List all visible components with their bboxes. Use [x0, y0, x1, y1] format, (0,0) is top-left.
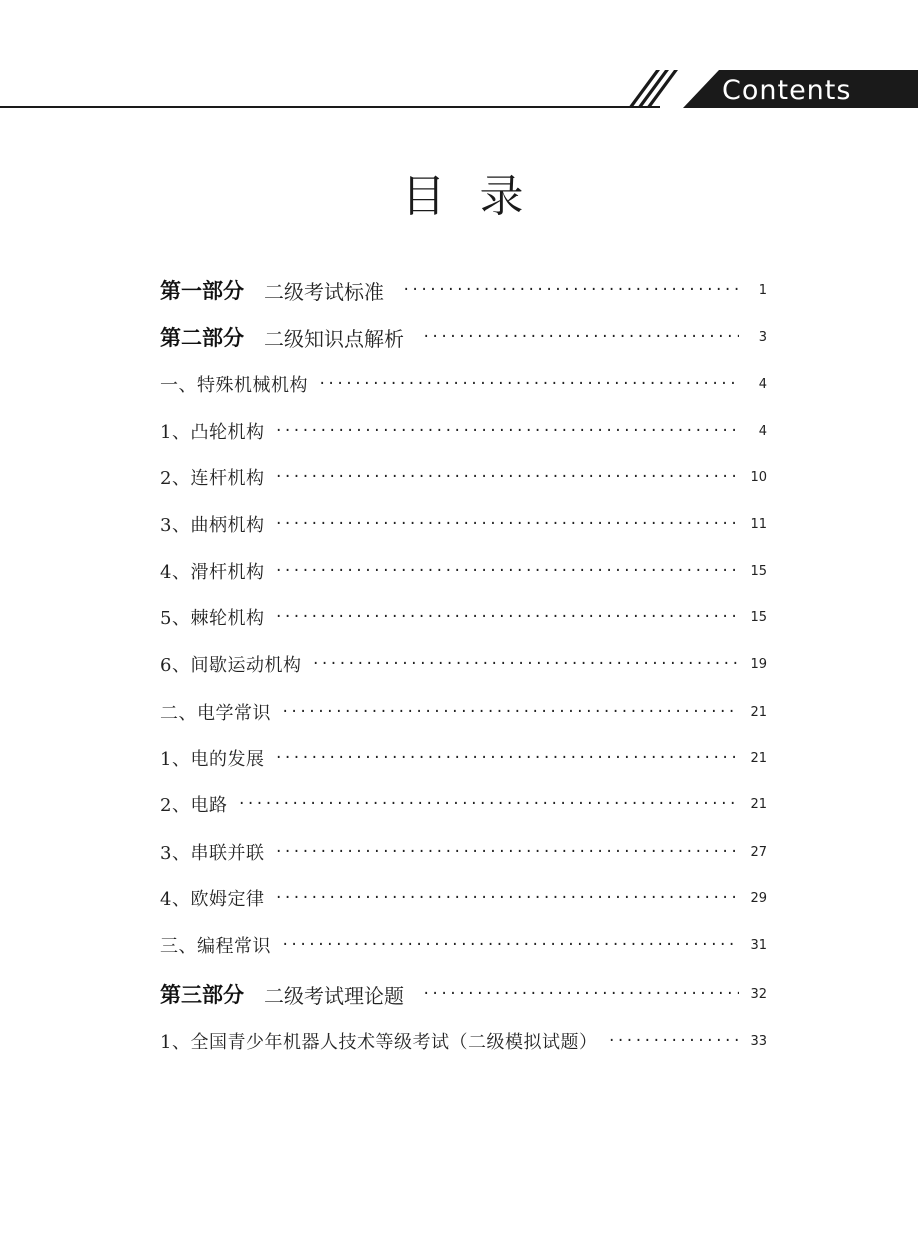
dot-leader	[274, 563, 739, 579]
toc-part-1[interactable]	[160, 275, 767, 305]
page-number: 19	[750, 656, 767, 672]
part-label: 第三部分	[160, 983, 244, 1007]
toc-item[interactable]	[160, 602, 767, 632]
page-number: 31	[750, 937, 767, 953]
toc-item[interactable]	[160, 837, 767, 867]
toc-item[interactable]	[160, 883, 767, 913]
page-number: 27	[750, 844, 767, 860]
dot-leader	[402, 282, 739, 298]
item-label: 2、连杆机构	[160, 468, 265, 489]
page-number: 4	[758, 376, 767, 392]
page-number: 21	[750, 704, 767, 720]
item-label: 1、全国青少年机器人技术等级考试（二级模拟试题）	[160, 1032, 598, 1053]
part-label: 第一部分	[160, 279, 244, 303]
page-number: 15	[750, 563, 767, 579]
item-label: 3、曲柄机构	[160, 515, 265, 536]
page-number: 15	[750, 609, 767, 625]
toc-item[interactable]	[160, 462, 767, 492]
item-label: 二、电学常识	[160, 703, 271, 724]
part-label: 第二部分	[160, 326, 244, 350]
page-number: 11	[750, 516, 767, 532]
toc-item[interactable]	[160, 697, 767, 727]
dot-leader	[237, 796, 739, 812]
toc-item[interactable]	[160, 930, 767, 960]
dot-leader	[274, 516, 739, 532]
toc-item[interactable]	[160, 416, 767, 446]
item-label: 一、特殊机械机构	[160, 375, 308, 396]
dot-leader	[274, 890, 739, 906]
toc-item[interactable]	[160, 369, 767, 399]
dot-leader	[422, 986, 739, 1002]
toc-item[interactable]	[160, 649, 767, 679]
item-label: 5、棘轮机构	[160, 608, 265, 629]
item-label: 4、欧姆定律	[160, 889, 265, 910]
toc-item[interactable]	[160, 789, 767, 819]
page-number: 21	[750, 750, 767, 766]
page-number: 33	[750, 1033, 767, 1049]
page-number: 21	[750, 796, 767, 812]
dot-leader	[281, 937, 739, 953]
toc-item[interactable]	[160, 743, 767, 773]
page-number: 4	[758, 423, 767, 439]
page-title: 目 录	[401, 171, 534, 222]
dot-leader	[274, 844, 739, 860]
dot-leader	[607, 1033, 739, 1049]
toc-part-3[interactable]	[160, 979, 767, 1009]
item-label: 6、间歇运动机构	[160, 655, 302, 676]
item-label: 1、电的发展	[160, 749, 265, 770]
toc-item[interactable]	[160, 1026, 767, 1056]
dot-leader	[281, 704, 739, 720]
part-title: 二级考试理论题	[264, 983, 404, 1008]
page-number: 3	[758, 329, 767, 345]
item-label: 三、编程常识	[160, 936, 271, 957]
page-number: 29	[750, 890, 767, 906]
dot-leader	[311, 656, 739, 672]
item-label: 3、串联并联	[160, 843, 265, 864]
dot-leader	[274, 609, 739, 625]
toc-item[interactable]	[160, 509, 767, 539]
toc-part-2[interactable]	[160, 322, 767, 352]
item-label: 1、凸轮机构	[160, 422, 265, 443]
dot-leader	[274, 469, 739, 485]
page-number: 1	[758, 282, 767, 298]
toc-item[interactable]	[160, 556, 767, 586]
part-title: 二级知识点解析	[264, 326, 404, 351]
dot-leader	[318, 376, 739, 392]
dot-leader	[274, 423, 739, 439]
dot-leader	[422, 329, 739, 345]
page-number: 32	[750, 986, 767, 1002]
item-label: 4、滑杆机构	[160, 562, 265, 583]
part-title: 二级考试标准	[264, 279, 384, 304]
page-number: 10	[750, 469, 767, 485]
dot-leader	[274, 750, 739, 766]
contents-label: Contents	[722, 75, 852, 106]
item-label: 2、电路	[160, 795, 228, 816]
